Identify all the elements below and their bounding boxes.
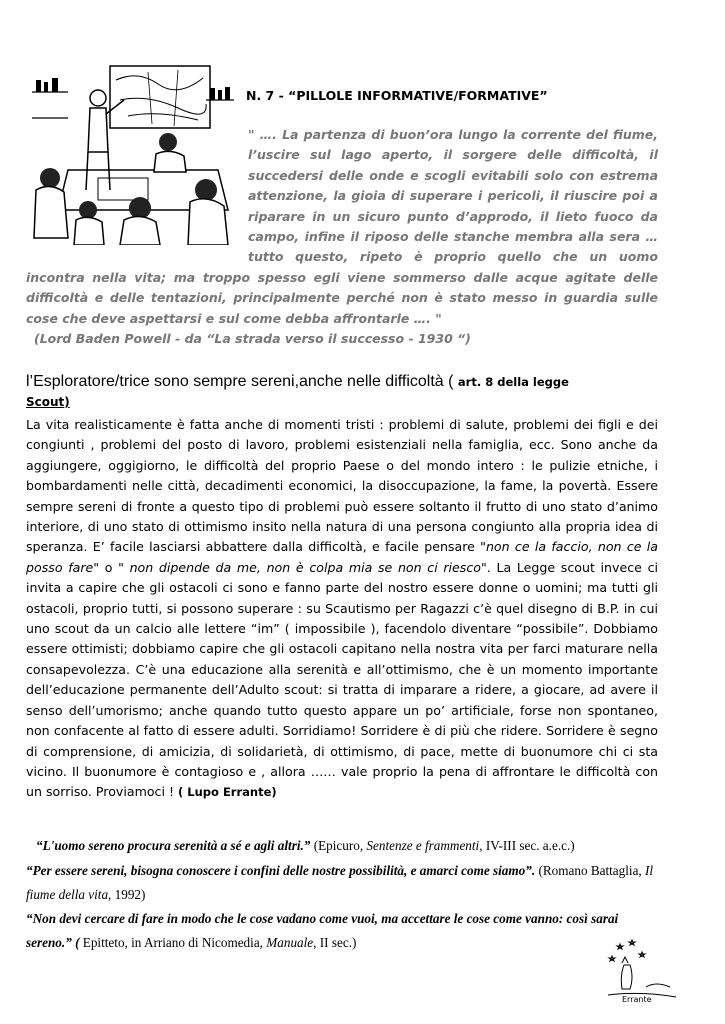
title-paren-close: ) — [64, 395, 70, 409]
title-article: art. 8 della legge — [457, 375, 569, 389]
citation-post: , IV-III sec. a.e.c.) — [479, 838, 575, 853]
citation-work: Manuale — [266, 935, 314, 950]
title-scout: Scout — [26, 395, 65, 409]
citation-epitteto — [26, 907, 666, 955]
citation-pre: Epitteto, in Arriano di Nicomedia, — [79, 935, 267, 950]
citation-epicuro — [36, 834, 676, 858]
signature-text: Errante — [622, 995, 652, 1004]
citation-battaglia — [26, 859, 666, 907]
quote-source: (Lord Baden Powell - da “La strada verso il successo - 1930 “) — [34, 331, 471, 347]
document-heading: N. 7 - “PILLOLE INFORMATIVE/FORMATIVE” — [246, 88, 548, 103]
body-part-1: La vita realisticamente è fatta anche di momenti tristi : problemi di salute, problemi dei figli e dei congiunti , problemi del posto di lavoro, problemi esistenziali nella famiglia, ecc. Sono anche da aggiungere, oggigiorno, le difficoltà del proprio Paese o del mondo intero : le pulizie etniche, i bombardamenti nelle città, decadimenti economici, la disoccupazione, la fame, la povertà. Essere sempre sereni di fronte a questo tipo di problemi può essere soltanto il frutto di uno stato d’animo interiore, di uno stato di ottimismo insito nella natura di una persona congiunto alla propria idea di speranza. E’ facile lasciarsi abbattere dalla difficoltà, e facile pensare " — [26, 417, 658, 555]
citation-pre: (Romano Battaglia, — [535, 863, 646, 878]
body-italic-2: non dipende da me, non è colpa mia se non ci riesco — [129, 559, 481, 575]
wolf-star-signature — [600, 935, 680, 1005]
citation-post: , II sec.) — [313, 935, 357, 950]
citation-quote: “Non devi cercare di fare in modo che le cose vadano come vuoi, ma accettare le cose come vanno: così sarai sereno.” ( — [26, 911, 619, 950]
title-main: l’Esploratore/trice sono sempre sereni,anche nelle difficoltà — [26, 373, 444, 390]
body-author: ( Lupo Errante) — [178, 785, 277, 800]
body-paragraph — [26, 415, 658, 803]
citation-work: Il fiume della vita — [26, 863, 654, 902]
citation-quote: “Per essere sereni, bisogna conoscere i confini delle nostre possibilità, e amarci come siamo”. — [26, 863, 536, 878]
section-title — [26, 372, 666, 412]
baden-powell-quote — [26, 125, 658, 349]
citation-post: , 1992) — [108, 887, 146, 902]
body-italic-1: non ce la faccio, non ce la posso fare — [26, 539, 658, 575]
citation-work: Sentenze e frammenti — [366, 838, 480, 853]
body-text — [26, 415, 658, 803]
body-part-3: ". La Legge scout invece ci invita a capire che gli ostacoli ci sono e fanno parte del nostro essere donne o uomini; ma tutti gli ostacoli, proprio tutti, si possono superare : su Scautismo per Ragazzi c’è quel disegno di B.P. in cui uno scout da un calcio alle lettere “im” ( impossibile ), facendolo diventare “possibile”. Dobbiamo essere ottimisti; dobbiamo capire che gli ostacoli capitano nella nostra vita per farci maturare nella consapevolezza. C’è una educazione alla serenità e all’ottimismo, che è un momento importante dell’educazione permanente dell’Adulto scout: si tratta di imparare a ridere, a giocare, ad avere il senso dell’umorismo; anche quando tutto questo appare un po’ artificiale, forse non spontaneo, non confacente al fatto di essere adulti. Sorridiamo! Sorridere è di più che ridere. Sorridere è segno di comprensione, di amicizia, di solidarietà, di ottimismo, di pace, mette di buonumore chi ci sta vicino. Il buonumore è contagioso e , allora …… vale proprio la pena di affrontare le difficoltà con un sorriso. Proviamoci ! — [26, 559, 658, 800]
citation-pre: (Epicuro, — [310, 838, 367, 853]
body-part-2: " o " — [93, 559, 130, 575]
citation-quote: “L'uomo sereno procura serenità a sé e agli altri.” — [36, 838, 311, 853]
quote-text: " …. La partenza di buon’ora lungo la corrente del fiume, l’uscire sul lago aperto, il sorgere delle difficoltà, il succedersi delle onde e scogli evitabili solo con estrema attenzione, la gioia di superare i pericoli, il riuscire poi a riparare in un sicuro punto d’approdo, il lieto fuoco da campo, infine il riposo delle stanche membra alla sera … tutto questo, ripeto è proprio quello che un uomo incontra nella vita; ma troppo spesso egli viene sommerso dalle acque agitate delle difficoltà e delle tentazioni, principalmente perché non è stato messo in guardia sulle cose che deve aspettarsi e sul come debba affrontarle …. " — [26, 127, 658, 326]
title-paren-open: ( — [443, 373, 458, 390]
